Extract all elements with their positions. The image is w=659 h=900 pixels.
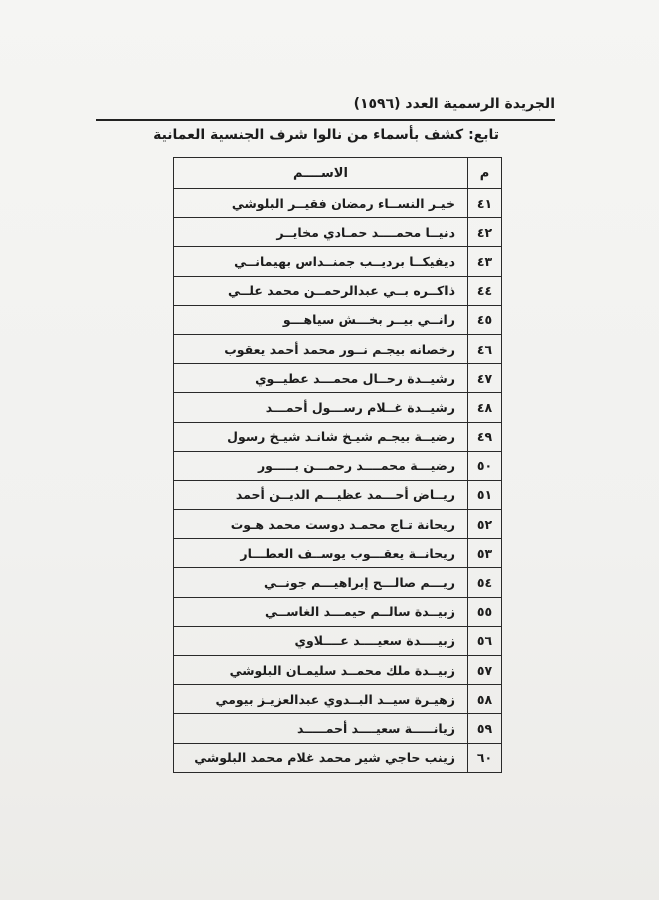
row-name: زبيــــدة سعيــــد عــــلاوي [174, 626, 468, 655]
row-name: رخصانه بيجـم نــور محمد أحمد يعقوب [174, 334, 468, 363]
row-name: زبيــدة ملك محمــد سليمـان البلوشي [174, 656, 468, 685]
table-row [174, 480, 502, 509]
row-number: ٤٢ [468, 218, 502, 247]
row-number: ٤٧ [468, 364, 502, 393]
table-row [174, 451, 502, 480]
table-header-row [174, 158, 502, 189]
row-name: رشيــدة غــلام رســـول أحمـــد [174, 393, 468, 422]
table-row [174, 714, 502, 743]
table-row [174, 743, 502, 772]
table-row [174, 305, 502, 334]
row-number: ٤٣ [468, 247, 502, 276]
row-number: ٤١ [468, 189, 502, 218]
row-number: ٥٠ [468, 451, 502, 480]
table-row [174, 189, 502, 218]
row-name: دنيــا محمــــد حمـادي مخايــر [174, 218, 468, 247]
row-name: زبيــدة سالــم حيمـــد الغاســي [174, 597, 468, 626]
row-name: زينب حاجي شير محمد غلام محمد البلوشي [174, 743, 468, 772]
row-number: ٥٨ [468, 685, 502, 714]
row-number: ٤٨ [468, 393, 502, 422]
table-row [174, 626, 502, 655]
table-row [174, 685, 502, 714]
table-row [174, 276, 502, 305]
table-row [174, 218, 502, 247]
column-header-number: م [468, 158, 502, 189]
column-header-name: الاســــم [174, 158, 468, 189]
row-number: ٥٧ [468, 656, 502, 685]
row-number: ٤٥ [468, 305, 502, 334]
table-row [174, 247, 502, 276]
list-subtitle: تابع: كشف بأسماء من نالوا شرف الجنسية العمانية [153, 127, 499, 143]
row-number: ٥١ [468, 480, 502, 509]
row-number: ٥٢ [468, 510, 502, 539]
table-row [174, 334, 502, 363]
row-name: رانــي بيــر بخـــش سياهـــو [174, 305, 468, 334]
row-number: ٤٩ [468, 422, 502, 451]
gazette-header-title: الجريدة الرسمية العدد (١٥٩٦) [353, 96, 555, 112]
row-number: ٦٠ [468, 743, 502, 772]
row-name: ريـــم صالـــح إبراهيـــم جونــي [174, 568, 468, 597]
row-number: ٥٥ [468, 597, 502, 626]
row-number: ٥٣ [468, 539, 502, 568]
row-name: ذاكــره بــي عبدالرحمــن محمد علــي [174, 276, 468, 305]
row-name: خيـر النســاء رمضان فقيــر البلوشي [174, 189, 468, 218]
table-body [174, 189, 502, 773]
names-table [173, 157, 502, 773]
row-name: زيانـــــة سعيــــد أحمـــــد [174, 714, 468, 743]
row-name: ريحانــة يعقـــوب يوســف العطـــار [174, 539, 468, 568]
row-name: رضيــة بيجـم شيـخ شانـد شيـخ رسول [174, 422, 468, 451]
table-row [174, 568, 502, 597]
row-name: ديفيكــا برديــب جمنــداس بهيمانــي [174, 247, 468, 276]
row-number: ٤٤ [468, 276, 502, 305]
row-name: رضيـــة محمــــد رحمـــن بـــــور [174, 451, 468, 480]
row-number: ٥٤ [468, 568, 502, 597]
table-row [174, 364, 502, 393]
row-number: ٥٦ [468, 626, 502, 655]
row-name: ريــاض أحـــمد عظيـــم الديــن أحمد [174, 480, 468, 509]
header-divider [96, 119, 555, 121]
table-row [174, 422, 502, 451]
table-row [174, 393, 502, 422]
table-row [174, 597, 502, 626]
row-name: رشيــدة رحــال محمـــد عطيــوي [174, 364, 468, 393]
row-number: ٤٦ [468, 334, 502, 363]
row-name: زهيـرة سيــد البــدوي عبدالعزيـز بيومي [174, 685, 468, 714]
table-row [174, 656, 502, 685]
row-name: ريحانة تـاج محمـد دوست محمد هـوت [174, 510, 468, 539]
table-row [174, 539, 502, 568]
row-number: ٥٩ [468, 714, 502, 743]
table-row [174, 510, 502, 539]
